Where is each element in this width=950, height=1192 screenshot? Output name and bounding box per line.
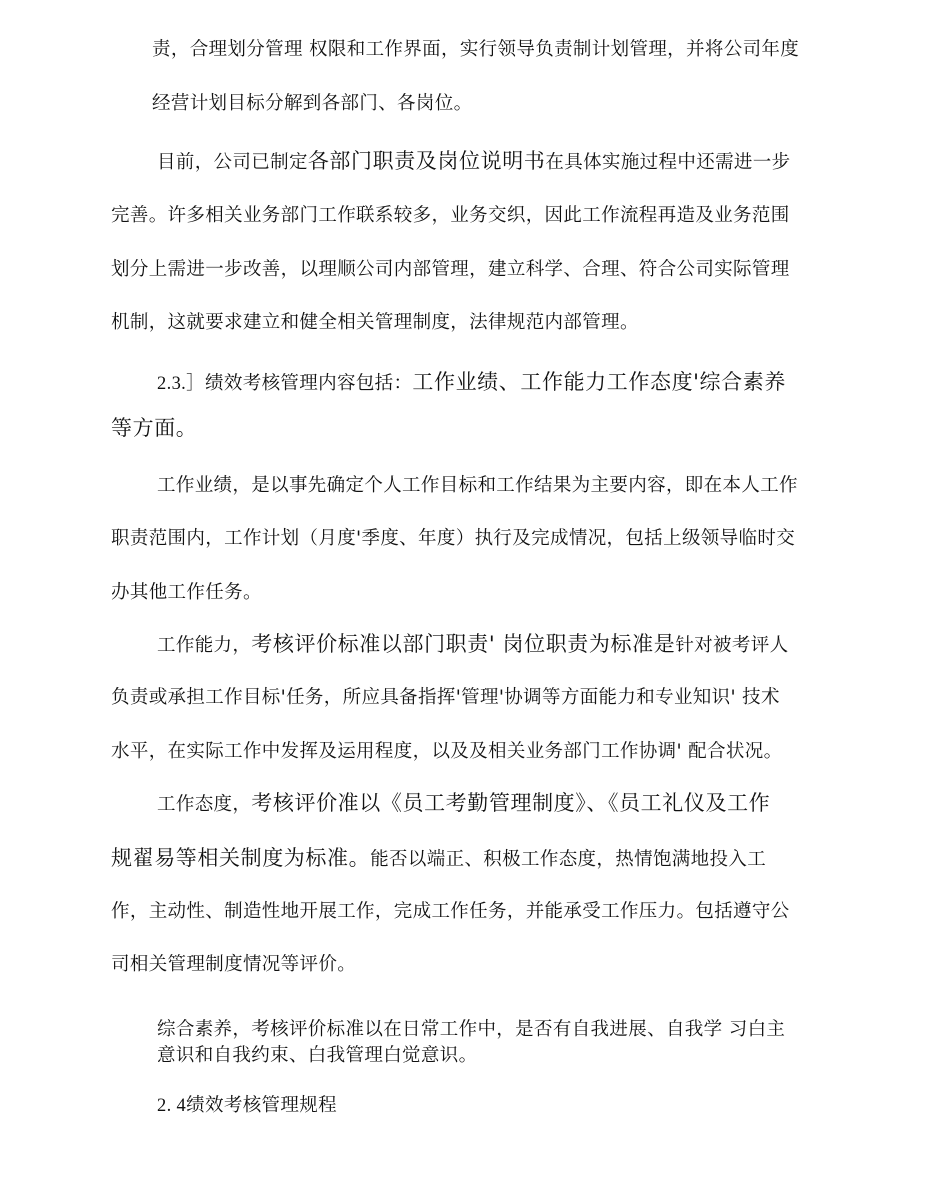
section-title: 绩效考核管理规程 (186, 1095, 337, 1116)
text-line: 办其他工作任务。 (111, 582, 262, 603)
text-line: 等方面。 (111, 416, 198, 440)
text-line: 水平，在实际工作中发挥及运用程度，以及及相关业务部门工作协调' 配合状况。 (111, 741, 783, 762)
text-run: 能否以端正、积极工作态度，热情饱满地投入工 (370, 849, 767, 870)
section-heading-line (157, 370, 786, 396)
text-line: 机制，这就要求建立和健全相关管理制度，法律规范内部管理。 (111, 312, 639, 333)
text-line: 作，主动性、制造性地开展工作，完成工作任务，并能承受工作压力。包括遵守公 (111, 901, 790, 922)
text-line: 司相关管理制度情况等评价。 (111, 954, 357, 975)
text-line: 意识和自我约束、白我管理白觉意识。 (157, 1045, 478, 1066)
text-run: 目前，公司已制定 (157, 152, 308, 173)
text-run-large: 规翟易等相关制度为标准。 (111, 846, 371, 870)
text-line: 负责或承担工作目标'任务，所应具备指挥'管理'协调等方面能力和专业知识' 技术 (111, 687, 780, 708)
text-line: 责，合理划分管理 权限和工作界面，实行领导负责制计划管理，并将公司年度 (152, 39, 800, 60)
text-run-large: 考核评价准以《员工考勤管理制度》、《员工礼仪及工作 (251, 791, 771, 815)
text-run: 针对被考评人 (675, 635, 789, 656)
text-line: 完善。许多相关业务部门工作联系较多，业务交织，因此工作流程再造及业务范围 (111, 205, 790, 226)
text-run: 绩效考核管理内容包括： (205, 373, 413, 394)
text-line: 综合素养，考核评价标准以在日常工作中，是否有自我进展、自我学 习白主 (157, 1019, 786, 1040)
text-line (111, 846, 766, 872)
text-run: 工作能力， (157, 635, 252, 656)
text-line: 职责范围内，工作计划（月度'季度、年度）执行及完成情况，包括上级领导临时交 (111, 528, 796, 549)
text-line (157, 791, 770, 817)
text-line (157, 149, 790, 175)
text-line: 工作业绩，是以事先确定个人工作目标和工作结果为主要内容，即在本人工作 (157, 475, 798, 496)
text-run: 工作态度， (157, 794, 252, 815)
section-number: 2.3.］ (157, 374, 206, 394)
section-number: 2. 4 (157, 1096, 187, 1116)
text-run-large: 工作业绩、工作能力工作态度'综合素养 (412, 370, 786, 394)
text-line: 划分上需进一步改善，以理顺公司内部管理，建立科学、合理、符合公司实际管理 (111, 259, 790, 280)
text-run: 在具体实施过程中还需进一步 (545, 152, 791, 173)
text-run-large: 各部门职责及岗位说明书 (307, 149, 546, 173)
text-line: 经营计划目标分解到各部门、各岗位。 (152, 93, 473, 114)
text-line (157, 632, 788, 658)
section-heading-line (157, 1094, 337, 1118)
text-run-large: 考核评价标准以部门职责' 岗位职责为标准是 (251, 632, 676, 656)
